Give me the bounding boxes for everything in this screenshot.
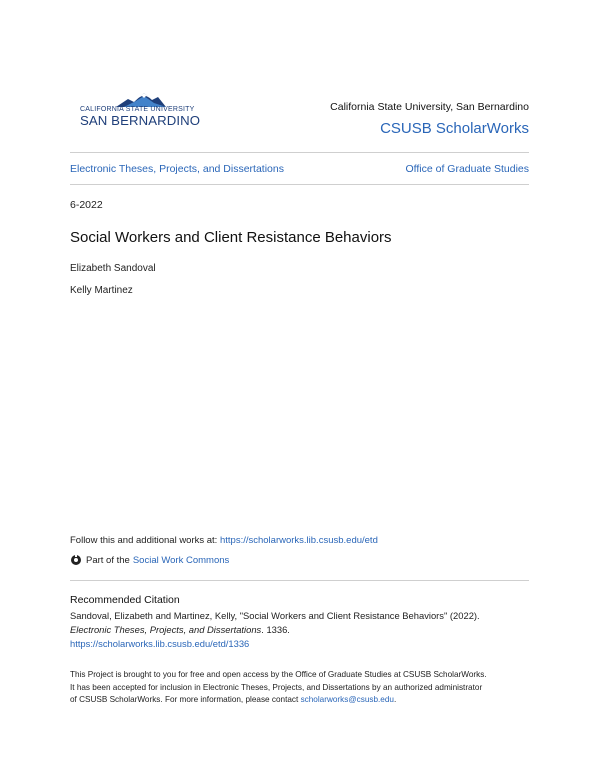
logo-top-text: CALIFORNIA STATE UNIVERSITY — [80, 106, 195, 113]
divider-citation — [70, 580, 529, 581]
divider-top — [70, 152, 529, 153]
social-work-commons-link[interactable]: Social Work Commons — [132, 554, 230, 566]
network-commons-icon — [70, 554, 82, 566]
institution-name: California State University, San Bernardino — [330, 101, 529, 113]
footer-notice — [70, 669, 487, 707]
footer-line — [70, 694, 487, 707]
citation-url-link[interactable]: https://scholarworks.lib.csusb.edu/etd/1336 — [70, 638, 250, 649]
part-of-line — [70, 554, 229, 566]
follow-line — [70, 535, 378, 546]
footer-line: It has been accepted for inclusion in Electronic Theses, Projects, and Dissertations by an authorized administrator — [70, 682, 483, 692]
scholarworks-link[interactable]: CSUSB ScholarWorks — [380, 120, 529, 137]
footer-line-suffix: . — [393, 695, 397, 704]
follow-url-link[interactable]: https://scholarworks.lib.csusb.edu/etd — [219, 535, 378, 546]
footer-line: This Project is brought to you for free and open access by the Office of Graduate Studies at CSUSB ScholarWorks. — [70, 670, 487, 679]
divider-nav — [70, 184, 529, 185]
logo-bottom-text: SAN BERNARDINO — [80, 113, 201, 128]
citation-series: Electronic Theses, Projects, and Dissertations — [70, 624, 262, 635]
publication-date: 6-2022 — [70, 199, 103, 211]
citation-line: Sandoval, Elizabeth and Martinez, Kelly, "Social Workers and Client Resistance Behaviors" (2022). — [70, 610, 480, 621]
citation-block — [70, 609, 480, 651]
author-name: Elizabeth Sandoval — [70, 263, 156, 274]
document-title: Social Workers and Client Resistance Behaviors — [70, 229, 392, 246]
etd-collection-link[interactable]: Electronic Theses, Projects, and Dissertations — [70, 163, 284, 175]
part-of-prefix: Part of the — [86, 554, 130, 566]
follow-prefix: Follow this and additional works at: — [70, 535, 220, 546]
graduate-studies-link[interactable]: Office of Graduate Studies — [405, 163, 529, 175]
citation-source-line — [70, 623, 480, 637]
citation-heading: Recommended Citation — [70, 594, 180, 606]
footer-line-prefix: of CSUSB ScholarWorks. For more information, please contact — [70, 695, 301, 704]
citation-number: . 1336. — [261, 624, 290, 635]
contact-email-link[interactable]: scholarworks@csusb.edu — [300, 695, 394, 704]
author-name: Kelly Martinez — [70, 285, 133, 296]
university-logo — [80, 92, 200, 132]
